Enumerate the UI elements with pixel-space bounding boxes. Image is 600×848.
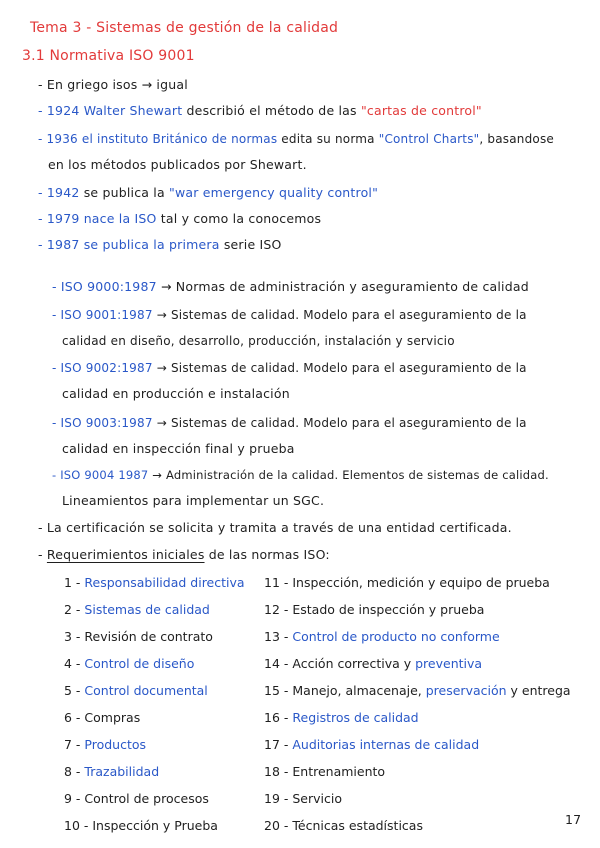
requirement-label: Sistemas de calidad — [84, 602, 210, 617]
history-greek: - En griego isos → igual — [38, 77, 188, 92]
iso-code: - ISO 9001:1987 — [52, 308, 153, 322]
requirements-title-rest: de las normas ISO: — [208, 547, 330, 562]
iso-code: - ISO 9003:1987 — [52, 416, 153, 430]
year-1924: - 1924 — [38, 103, 80, 118]
requirement-label: Trazabilidad — [84, 764, 160, 779]
requirement-item — [64, 710, 140, 726]
page-title: Tema 3 - Sistemas de gestión de la calidad — [30, 20, 339, 36]
requirement-label: Compras — [84, 710, 141, 725]
history-1924-text: describió el método de las — [186, 103, 357, 118]
iso-9003 — [52, 415, 527, 431]
requirement-label: Control de producto no conforme — [292, 629, 500, 644]
requirement-number: 14 - — [264, 656, 293, 671]
requirement-item — [64, 737, 146, 753]
history-1924 — [38, 103, 482, 119]
requirement-number: 17 - — [264, 737, 293, 752]
requirement-number: 8 - — [64, 764, 85, 779]
requirement-label: Acción correctiva y — [292, 656, 412, 671]
requirement-number: 6 - — [64, 710, 85, 725]
history-1979-text: tal y como la conocemos — [160, 211, 322, 226]
requirement-label: Entrenamiento — [292, 764, 386, 779]
iso-text: → Sistemas de calidad. Modelo para el aseguramiento de la — [156, 361, 527, 375]
requirement-item — [64, 683, 208, 699]
requirement-number: 2 - — [64, 602, 85, 617]
iso-9004-cont: Lineamientos para implementar un SGC. — [62, 493, 325, 508]
requirement-item — [264, 791, 342, 807]
iso-9001-cont: calidad en diseño, desarrollo, producción, instalación y servicio — [62, 334, 455, 348]
requirement-item — [264, 683, 571, 699]
iso-text: → Sistemas de calidad. Modelo para el aseguramiento de la — [156, 416, 527, 430]
requirement-item — [264, 575, 550, 591]
requirements-title: Requerimientos iniciales — [46, 547, 205, 562]
history-1936-end: , basandose — [479, 132, 554, 146]
requirement-label: Servicio — [292, 791, 343, 806]
history-1987 — [38, 237, 282, 253]
requirement-item — [264, 737, 479, 753]
requirement-number: 13 - — [264, 629, 293, 644]
requirement-label: Registros de calidad — [292, 710, 419, 725]
certification-note: - La certificación se solicita y tramita a través de una entidad certificada. — [38, 520, 512, 535]
requirement-label: Control de diseño — [84, 656, 195, 671]
iso-9000 — [52, 279, 529, 295]
history-1936-cont: en los métodos publicados por Shewart. — [48, 157, 307, 172]
iso-code: - ISO 9000:1987 — [52, 279, 157, 294]
iso-9004 — [52, 467, 549, 483]
requirement-label: Control documental — [84, 683, 208, 698]
iso-text: → Administración de la calidad. Elementos de sistemas de calidad. — [152, 468, 549, 482]
requirement-number: 9 - — [64, 791, 85, 806]
iso-code: - ISO 9002:1987 — [52, 361, 153, 375]
iso-9002-cont: calidad en producción e instalación — [62, 386, 290, 401]
requirement-label-extra: preventiva — [411, 656, 483, 671]
requirement-item — [264, 602, 484, 618]
requirement-label: Productos — [84, 737, 147, 752]
requirement-item — [64, 602, 210, 618]
iso-text: → Normas de administración y aseguramiento de calidad — [160, 279, 529, 294]
requirement-item — [264, 818, 423, 834]
cartas-de-control: "cartas de control" — [360, 103, 482, 118]
page-number: 17 — [565, 812, 582, 827]
requirement-label: Revisión de contrato — [84, 629, 213, 644]
requirement-number: 20 - — [264, 818, 293, 833]
requirement-item — [264, 656, 482, 672]
year-1987: - 1987 — [38, 237, 80, 252]
requirement-item — [264, 764, 385, 780]
history-1936 — [38, 131, 554, 147]
requirement-item — [64, 629, 213, 645]
requirement-number: 15 - — [264, 683, 293, 698]
requirement-number: 11 - — [264, 575, 293, 590]
requirement-label: Manejo, almacenaje, — [292, 683, 422, 698]
requirement-number: 16 - — [264, 710, 293, 725]
requirement-label: Control de procesos — [84, 791, 209, 806]
requirements-heading — [38, 547, 330, 563]
year-1942: - 1942 — [38, 185, 80, 200]
iso-9001 — [52, 307, 527, 323]
history-1979 — [38, 211, 321, 227]
requirement-item — [64, 791, 209, 807]
requirement-label: Inspección y Prueba — [92, 818, 218, 833]
section-title: 3.1 Normativa ISO 9001 — [22, 48, 195, 64]
history-1987-text: serie ISO — [223, 237, 282, 252]
instituto-britanico: el instituto Británico de normas — [81, 132, 278, 146]
year-1979: - 1979 — [38, 211, 80, 226]
iso-text: → Sistemas de calidad. Modelo para el aseguramiento de la — [156, 308, 527, 322]
requirement-item — [64, 764, 159, 780]
control-charts: "Control Charts" — [378, 132, 480, 146]
requirements-dash: - — [38, 547, 43, 562]
requirement-item — [64, 575, 245, 591]
requirement-label: Auditorias internas de calidad — [292, 737, 480, 752]
history-1936-text: edita su norma — [281, 132, 375, 146]
requirement-label-extra: preservación — [421, 683, 507, 698]
requirement-number: 3 - — [64, 629, 85, 644]
primera-serie: se publica la primera — [83, 237, 220, 252]
history-1942-text: se publica la — [83, 185, 165, 200]
requirement-item — [64, 818, 218, 834]
requirement-number: 1 - — [64, 575, 85, 590]
iso-code: - ISO 9004 1987 — [52, 468, 149, 482]
requirement-label: Inspección, medición y equipo de prueba — [292, 575, 550, 590]
war-emergency: "war emergency quality control" — [169, 185, 379, 200]
requirement-label: Responsabilidad directiva — [84, 575, 245, 590]
requirement-label-tail: y entrega — [506, 683, 571, 698]
requirement-number: 18 - — [264, 764, 293, 779]
requirement-number: 7 - — [64, 737, 85, 752]
iso-9002 — [52, 360, 527, 376]
history-1942 — [38, 185, 378, 201]
requirement-number: 10 - — [64, 818, 93, 833]
iso-9003-cont: calidad en inspección final y prueba — [62, 441, 295, 456]
requirement-label: Estado de inspección y prueba — [292, 602, 485, 617]
requirement-item — [264, 629, 500, 645]
requirement-number: 19 - — [264, 791, 293, 806]
requirement-number: 5 - — [64, 683, 85, 698]
requirement-number: 4 - — [64, 656, 85, 671]
requirement-label: Técnicas estadísticas — [292, 818, 423, 833]
walter-shewart: Walter Shewart — [83, 103, 183, 118]
requirement-item — [264, 710, 419, 726]
year-1936: - 1936 — [38, 132, 78, 146]
requirement-number: 12 - — [264, 602, 293, 617]
nace-iso: nace la ISO — [83, 211, 157, 226]
requirement-item — [64, 656, 194, 672]
